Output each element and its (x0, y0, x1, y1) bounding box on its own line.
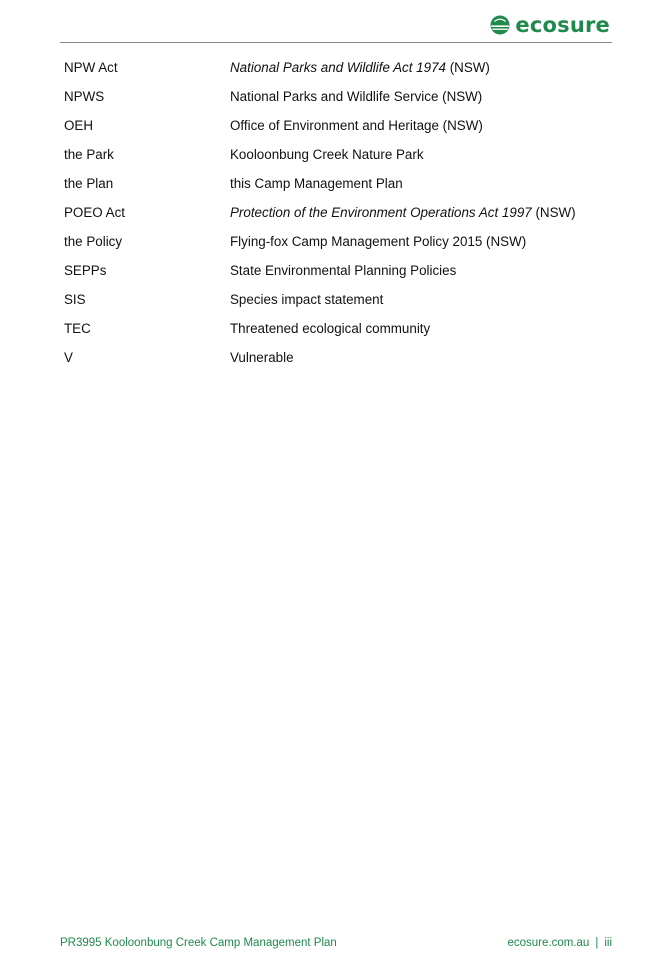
glossary-row (64, 118, 604, 147)
definition-text: (NSW) (445, 60, 490, 75)
glossary-term: SEPPs (64, 263, 107, 278)
ecosure-logo (490, 12, 610, 38)
logo-wordmark: ecosure (515, 12, 610, 37)
definition-text: Vulnerable (230, 350, 294, 365)
definition-text: Office of Environment and Heritage (NSW) (230, 118, 483, 133)
footer-separator: | (595, 937, 599, 949)
definition-italic-title: Protection of the Environment Operations Act 1997 (230, 205, 532, 220)
glossary-row (64, 234, 604, 263)
glossary-definition (230, 205, 604, 221)
glossary-row (64, 321, 604, 350)
definition-text: (NSW) (531, 205, 576, 220)
leaf-globe-icon (490, 15, 510, 35)
glossary-row (64, 205, 604, 234)
glossary-list (64, 60, 604, 379)
glossary-row (64, 60, 604, 89)
glossary-definition (230, 60, 604, 76)
glossary-term: TEC (64, 321, 91, 336)
glossary-term: the Plan (64, 176, 114, 191)
glossary-term: SIS (64, 292, 86, 307)
definition-italic-title: National Parks and Wildlife Act 1974 (230, 60, 446, 75)
page-header (60, 0, 612, 43)
glossary-term: NPWS (64, 89, 105, 104)
glossary-definition (230, 350, 604, 366)
definition-text: Threatened ecological community (230, 321, 431, 336)
definition-text: National Parks and Wildlife Service (NSW) (230, 89, 483, 104)
glossary-term: the Park (64, 147, 114, 162)
glossary-row (64, 176, 604, 205)
glossary-definition (230, 263, 604, 279)
definition-text: Kooloonbung Creek Nature Park (230, 147, 424, 162)
glossary-term: V (64, 350, 73, 365)
definition-text: Species impact statement (230, 292, 384, 307)
page-footer (60, 937, 612, 949)
definition-text: this Camp Management Plan (230, 176, 403, 191)
glossary-row (64, 89, 604, 118)
footer-website: ecosure.com.au (507, 937, 590, 949)
glossary-term: NPW Act (64, 60, 118, 75)
glossary-definition (230, 292, 604, 308)
glossary-term: POEO Act (64, 205, 126, 220)
glossary-definition (230, 234, 604, 250)
footer-right (508, 937, 613, 949)
footer-document-title: PR3995 Kooloonbung Creek Camp Management Plan (60, 937, 337, 949)
glossary-definition (230, 147, 604, 163)
glossary-row (64, 147, 604, 176)
glossary-term: OEH (64, 118, 94, 133)
definition-text: State Environmental Planning Policies (230, 263, 457, 278)
glossary-row (64, 350, 604, 379)
glossary-row (64, 263, 604, 292)
definition-text: Flying-fox Camp Management Policy 2015 (NSW) (230, 234, 527, 249)
glossary-row (64, 292, 604, 321)
footer-page-number: iii (604, 937, 612, 949)
glossary-definition (230, 118, 604, 134)
glossary-term: the Policy (64, 234, 123, 249)
glossary-definition (230, 89, 604, 105)
glossary-definition (230, 321, 604, 337)
glossary-definition (230, 176, 604, 192)
